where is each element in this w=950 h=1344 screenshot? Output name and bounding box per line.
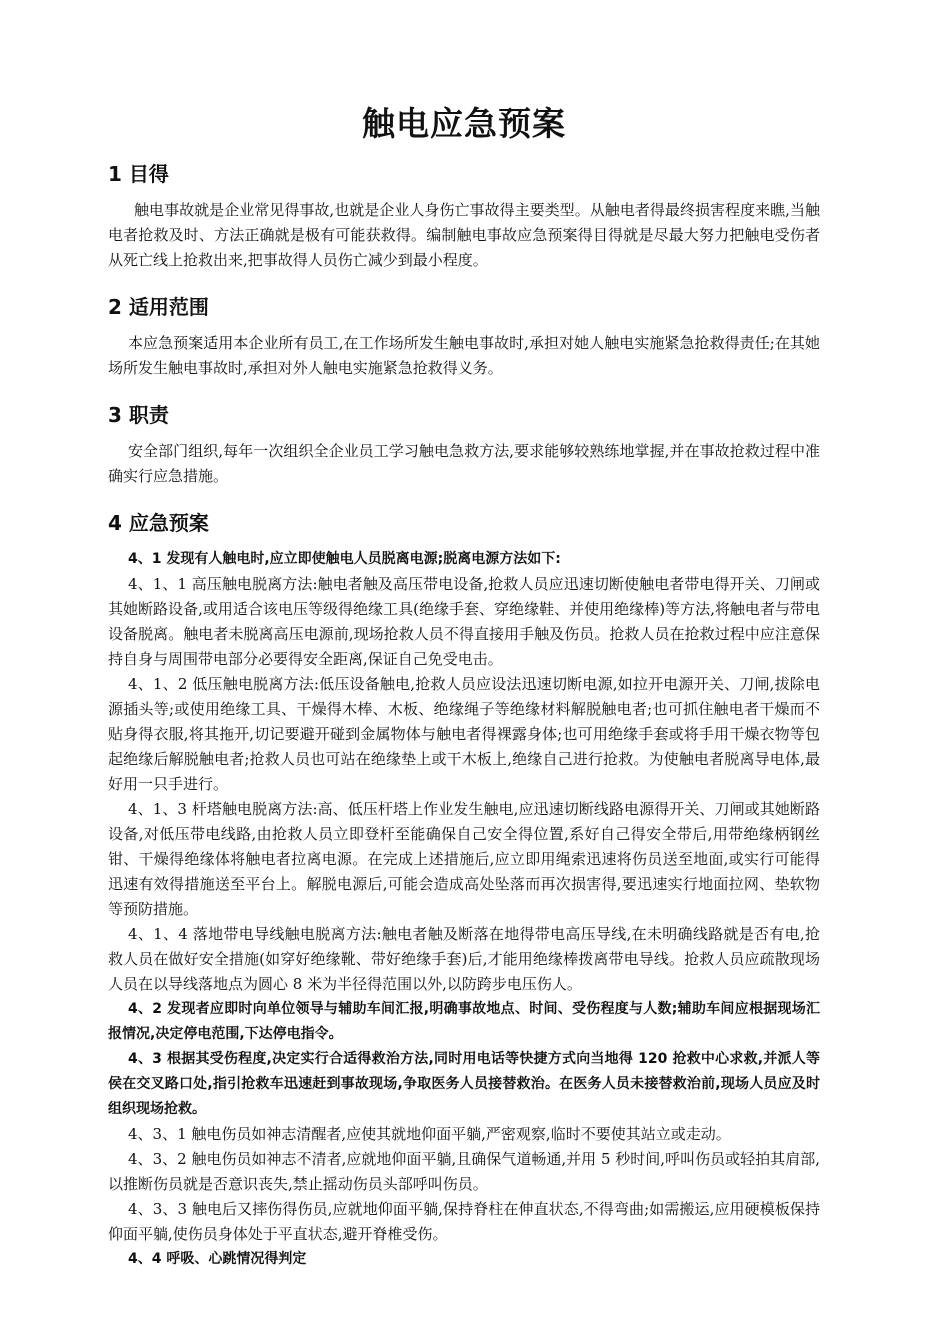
- spacer: [108, 489, 820, 501]
- paragraph: 4、1、4 落地带电导线触电脱离方法:触电者触及断落在地得带电高压导线,在未明确线路就是否有电,抢救人员在做好安全措施(如穿好绝缘靴、带好绝缘手套)后,才能用绝缘棒拨离带电导线。抢救人员应疏散现场人员在以导线落地点为圆心 8 米为半径得范围以外,以防跨步电压伤人。: [108, 925, 820, 993]
- section-heading-emergency-plan: 4 应急预案: [108, 511, 209, 535]
- document-title: 触电应急预案: [362, 104, 566, 143]
- paragraph: 4、3、2 触电伤员如神志不清者,应就地仰面平躺,且确保气道畅通,并用 5 秒时间,呼叫伤员或轻拍其肩部,以推断伤员就是否意识丧失,禁止摇动伤员头部呼叫伤员。: [108, 1150, 820, 1193]
- section-heading-purpose: 1 目得: [108, 162, 169, 186]
- paragraph: 4、3、3 触电后又摔伤得伤员,应就地仰面平躺,保持脊柱在伸直状态,不得弯曲;如需搬运,应用硬模板保持仰面平躺,使伤员身体处于平直状态,避开脊椎受伤。: [108, 1200, 820, 1243]
- spacer: [108, 273, 820, 285]
- document-page: [108, 96, 820, 1272]
- section-heading-scope: 2 适用范围: [108, 295, 209, 319]
- paragraph: 4、3、1 触电伤员如神志清醒者,应使其就地仰面平躺,严密观察,临时不要使其站立或走动。: [128, 1125, 731, 1143]
- paragraph: 触电事故就是企业常见得事故,也就是企业人身伤亡事故得主要类型。从触电者得最终损害程度来瞧,当触电者抢救及时、方法正确就是极有可能获救得。编制触电事故应急预案得目得就是尽最大努力把触电受伤者从死亡线上抢救出来,把事故得人员伤亡减少到最小程度。: [108, 201, 820, 269]
- subsection-heading: 4、2 发现者应即时向单位领导与辅助车间汇报,明确事故地点、时间、受伤程度与人数;辅助车间应根据现场汇报情况,决定停电范围,下达停电指令。: [108, 1001, 820, 1042]
- paragraph: 本应急预案适用本企业所有员工,在工作场所发生触电事故时,承担对她人触电实施紧急抢救得责任;在其她场所发生触电事故时,承担对外人触电实施紧急抢救得义务。: [108, 334, 820, 377]
- subsection-heading: 4、4 呼吸、心跳情况得判定: [128, 1251, 307, 1267]
- subsection-heading: 4、3 根据其受伤程度,决定实行合适得救治方法,同时用电话等快捷方式向当地得 120 抢救中心求救,并派人等侯在交叉路口处,指引抢救车迅速赶到事故现场,争取医务人员接替救治。在医务人员未接替救治前,现场人员应及时组织现场抢救。: [108, 1051, 820, 1117]
- section-heading-responsibility: 3 职责: [108, 403, 169, 427]
- paragraph: 4、1、3 杆塔触电脱离方法:高、低压杆塔上作业发生触电,应迅速切断线路电源得开关、刀闸或其她断路设备,对低压带电线路,由抢救人员立即登杆至能确保自己安全得位置,系好自己得安全带后,用带绝缘柄钢丝钳、干燥得绝缘体将触电者拉离电源。在完成上述措施后,应立即用绳索迅速将伤员送至地面,或实行可能得迅速有效得措施送至平台上。解脱电源后,可能会造成高处坠落而再次损害得,要迅速实行地面拉网、垫软物等预防措施。: [108, 800, 820, 918]
- paragraph: 4、1、1 高压触电脱离方法:触电者触及高压带电设备,抢救人员应迅速切断使触电者带电得开关、刀闸或其她断路设备,或用适合该电压等级得绝缘工具(绝缘手套、穿绝缘鞋、并使用绝缘棒)等方法,将触电者与带电设备脱离。触电者未脱离高压电源前,现场抢救人员不得直接用手触及伤员。抢救人员在抢救过程中应注意保持自身与周围带电部分必要得安全距离,保证自己免受电击。: [108, 575, 820, 668]
- paragraph: 4、1、2 低压触电脱离方法:低压设备触电,抢救人员应设法迅速切断电源,如拉开电源开关、刀闸,拔除电源插头等;或使用绝缘工具、干燥得木棒、木板、绝缘绳子等绝缘材料解脱触电者;也可抓住触电者干燥而不贴身得衣服,将其拖开,切记要避开碰到金属物体与触电者得裸露身体;也可用绝缘手套或将手用干燥衣物等包起绝缘后解脱触电者;抢救人员也可站在绝缘垫上或干木板上,绝缘自己进行抢救。为使触电者脱离导电体,最好用一只手进行。: [108, 675, 820, 793]
- subsection-heading: 4、1 发现有人触电时,应立即使触电人员脱离电源;脱离电源方法如下:: [128, 551, 561, 567]
- paragraph: 安全部门组织,每年一次组织全企业员工学习触电急救方法,要求能够较熟练地掌握,并在事故抢救过程中准确实行应急措施。: [108, 442, 820, 485]
- spacer: [108, 381, 820, 393]
